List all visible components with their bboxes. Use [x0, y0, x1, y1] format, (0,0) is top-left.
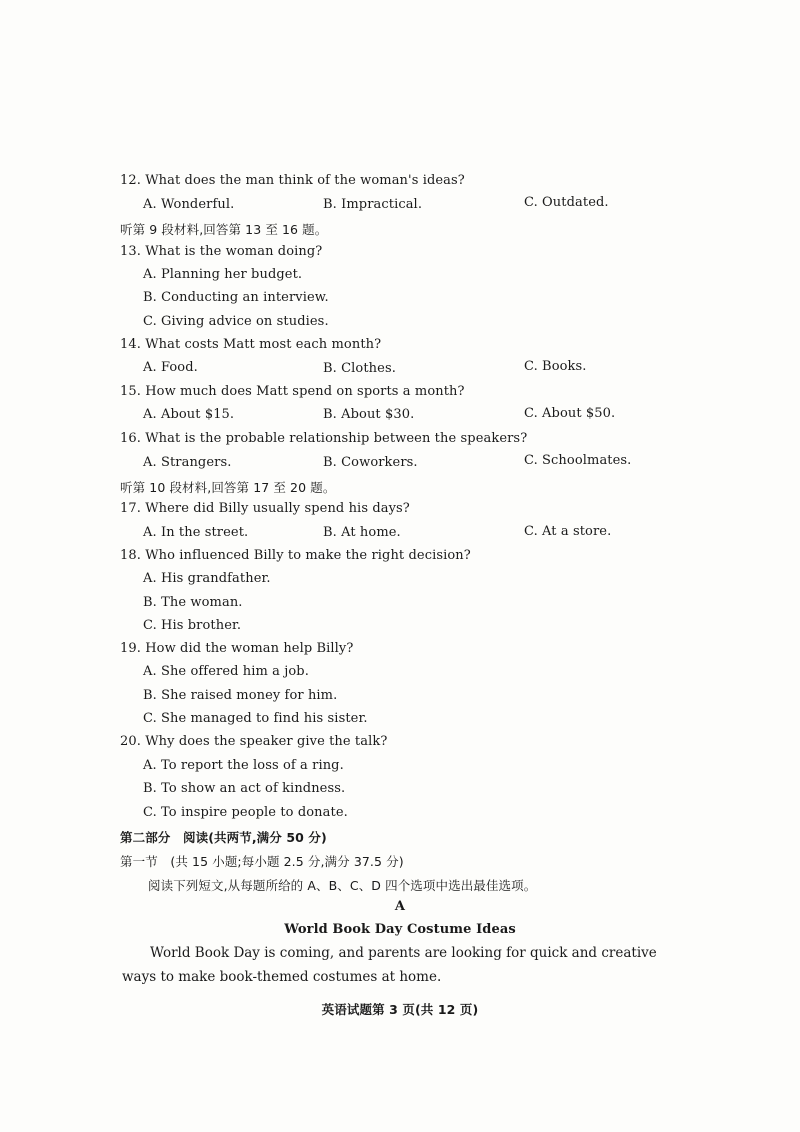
question-20-option-b: B. To show an act of kindness. [143, 781, 346, 796]
section-9-instruction: 听第 9 段材料,回答第 13 至 16 题。 [120, 222, 328, 237]
question-18-stem: 18. Who influenced Billy to make the right decision? [120, 548, 471, 563]
part-2-section-1: 第一节 (共 15 小题;每小题 2.5 分,满分 37.5 分) [120, 854, 404, 869]
question-18-option-a: A. His grandfather. [143, 571, 271, 586]
question-17-option-b: B. At home. [323, 525, 401, 540]
question-13-option-c: C. Giving advice on studies. [143, 314, 329, 329]
question-16-option-c: C. Schoolmates. [524, 453, 632, 468]
question-12-option-c: C. Outdated. [524, 195, 609, 210]
question-19-option-b: B. She raised money for him. [143, 688, 338, 703]
part-2-heading: 第二部分 阅读(共两节,满分 50 分) [120, 830, 327, 845]
question-14-option-c: C. Books. [524, 359, 587, 374]
question-12-option-a: A. Wonderful. [143, 197, 235, 212]
question-14-option-a: A. Food. [143, 360, 198, 375]
question-17-option-a: A. In the street. [143, 525, 249, 540]
question-16-option-b: B. Coworkers. [323, 455, 418, 470]
question-14-stem: 14. What costs Matt most each month? [120, 337, 382, 352]
question-15-option-c: C. About $50. [524, 406, 616, 421]
question-20-stem: 20. Why does the speaker give the talk? [120, 734, 388, 749]
question-13-option-b: B. Conducting an interview. [143, 290, 329, 305]
passage-body [122, 941, 682, 989]
question-12-stem: 12. What does the man think of the woman's ideas? [120, 173, 465, 188]
passage-paragraph: World Book Day is coming, and parents are looking for quick and creative ways to make book-themed costumes at home. [122, 945, 657, 985]
question-16-option-a: A. Strangers. [143, 455, 232, 470]
question-18-option-c: C. His brother. [143, 618, 242, 633]
page-footer: 英语试题第 3 页(共 12 页) [321, 1002, 479, 1017]
question-14-option-b: B. Clothes. [323, 361, 396, 376]
question-19-option-c: C. She managed to find his sister. [143, 711, 368, 726]
question-20-option-a: A. To report the loss of a ring. [143, 758, 344, 773]
question-17-option-c: C. At a store. [524, 524, 612, 539]
question-13-stem: 13. What is the woman doing? [120, 244, 323, 259]
question-16-stem: 16. What is the probable relationship between the speakers? [120, 431, 528, 446]
section-10-instruction: 听第 10 段材料,回答第 17 至 20 题。 [120, 480, 336, 495]
reading-instruction: 阅读下列短文,从每题所给的 A、B、C、D 四个选项中选出最佳选项。 [148, 878, 537, 893]
question-15-stem: 15. How much does Matt spend on sports a month? [120, 384, 465, 399]
passage-title: World Book Day Costume Ideas [284, 922, 516, 937]
question-19-stem: 19. How did the woman help Billy? [120, 641, 354, 656]
question-15-option-b: B. About $30. [323, 407, 415, 422]
question-15-option-a: A. About $15. [143, 407, 235, 422]
question-18-option-b: B. The woman. [143, 595, 243, 610]
question-17-stem: 17. Where did Billy usually spend his days? [120, 501, 410, 516]
question-12-option-b: B. Impractical. [323, 197, 423, 212]
question-13-option-a: A. Planning her budget. [143, 267, 303, 282]
question-20-option-c: C. To inspire people to donate. [143, 805, 348, 820]
passage-letter: A [394, 899, 406, 914]
question-19-option-a: A. She offered him a job. [143, 664, 309, 679]
